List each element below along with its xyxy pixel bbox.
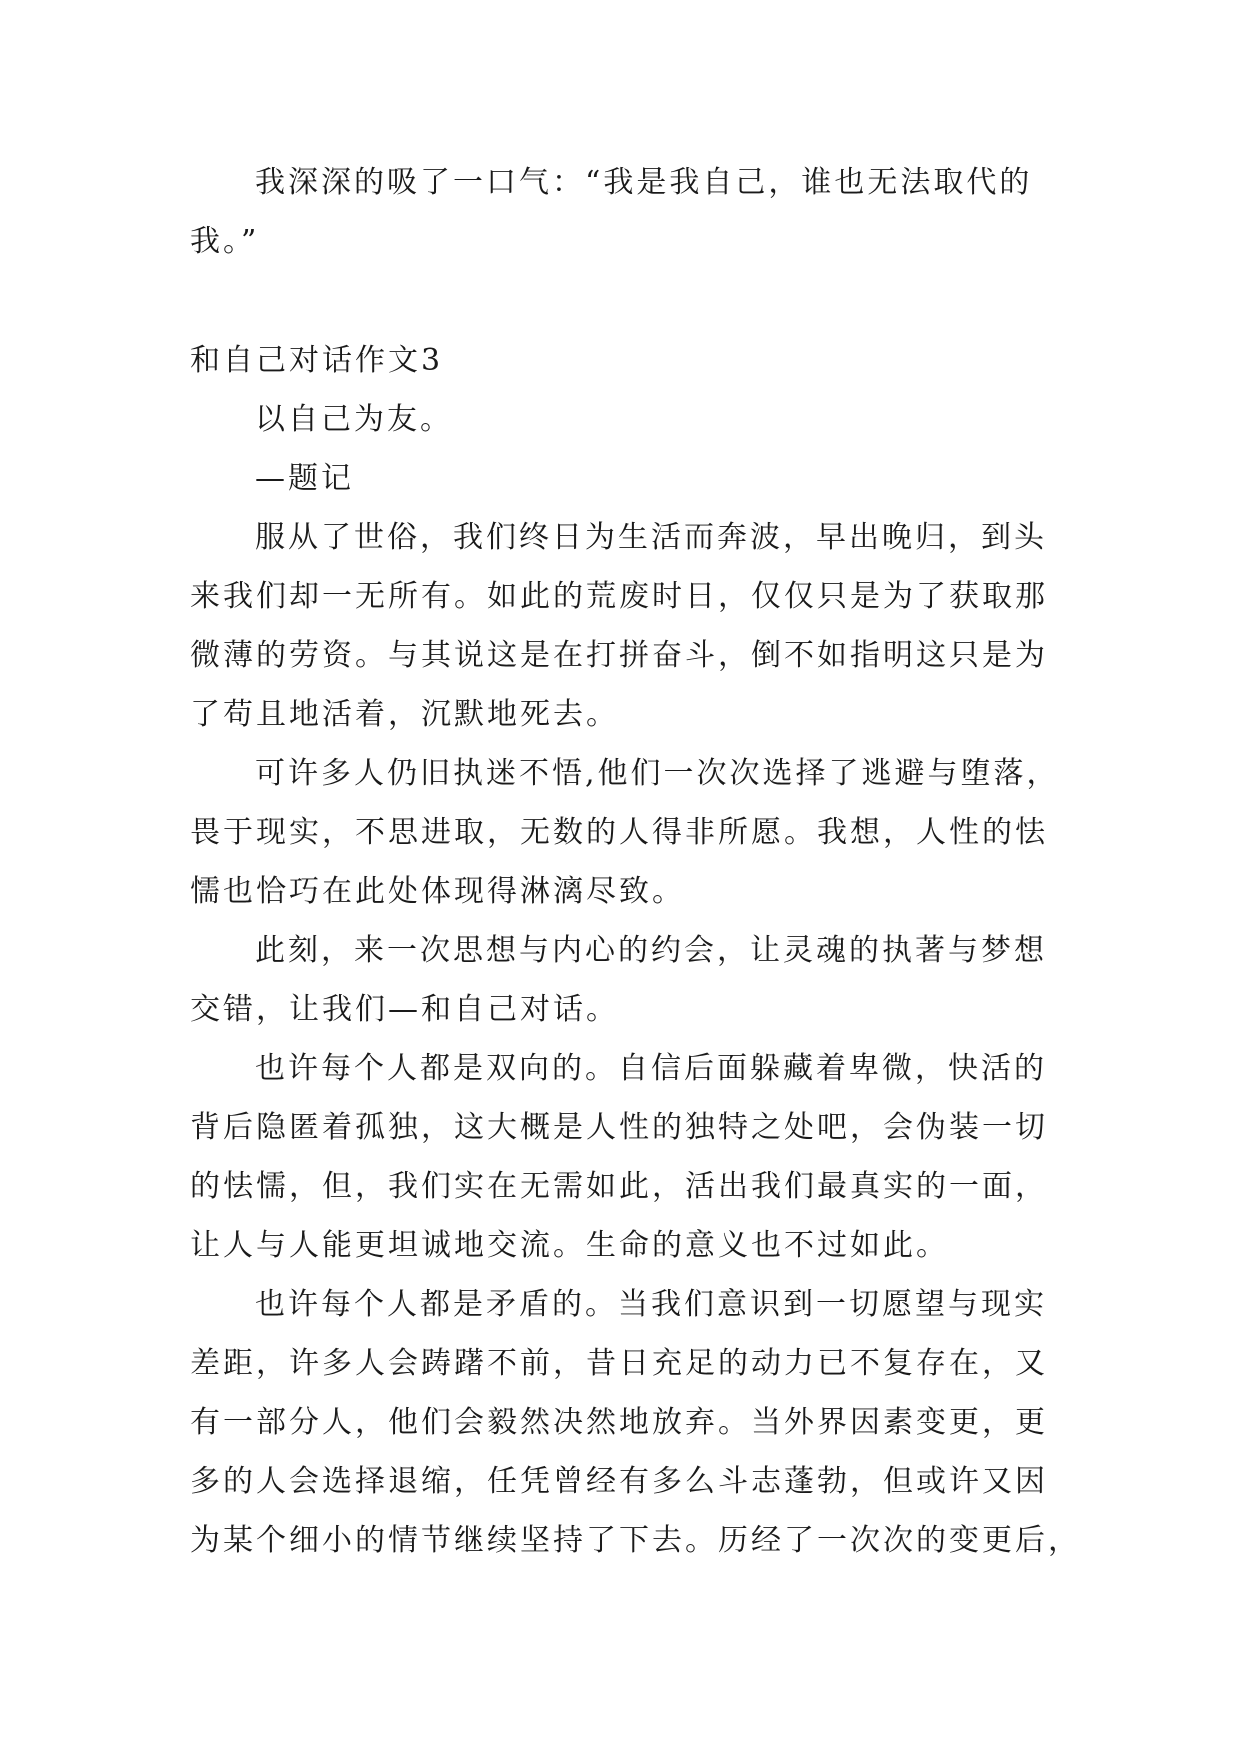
paragraph-line: 让人与人能更坦诚地交流。生命的意义也不过如此。 xyxy=(190,1228,949,1263)
paragraph-line: 为某个细小的情节继续坚持了下去。历经了一次次的变更后， xyxy=(190,1523,1081,1558)
paragraph-line: 的怯懦，但，我们实在无需如此，活出我们最真实的一面， xyxy=(190,1169,1048,1204)
paragraph-line: 可许多人仍旧执迷不悟,他们一次次选择了逃避与堕落， xyxy=(255,756,1060,791)
epigraph-attribution: —题记 xyxy=(255,461,354,496)
paragraph-line: 交错，让我们—和自己对话。 xyxy=(190,992,619,1027)
paragraph-line: 以自己为友。 xyxy=(255,402,453,437)
paragraph-line: 多的人会选择退缩，任凭曾经有多么斗志蓬勃，但或许又因 xyxy=(190,1464,1048,1499)
paragraph-line: 我。” xyxy=(190,224,260,259)
paragraph-line: 服从了世俗，我们终日为生活而奔波，早出晚归，到头 xyxy=(255,520,1047,555)
paragraph-line: 了苟且地活着，沉默地死去。 xyxy=(190,697,619,732)
paragraph-line: 也许每个人都是矛盾的。当我们意识到一切愿望与现实 xyxy=(255,1287,1047,1322)
paragraph-line: 差距，许多人会踌躇不前，昔日充足的动力已不复存在，又 xyxy=(190,1346,1048,1381)
paragraph-line: 此刻，来一次思想与内心的约会，让灵魂的执著与梦想 xyxy=(255,933,1047,968)
paragraph-line: 懦也恰巧在此处体现得淋漓尽致。 xyxy=(190,874,685,909)
section-heading: 和自己对话作文3 xyxy=(190,343,444,378)
paragraph-line: 我深深的吸了一口气：“我是我自己，谁也无法取代的 xyxy=(255,165,1033,200)
paragraph-line: 有一部分人，他们会毅然决然地放弃。当外界因素变更，更 xyxy=(190,1405,1048,1440)
paragraph-line: 畏于现实，不思进取，无数的人得非所愿。我想，人性的怯 xyxy=(190,815,1048,850)
paragraph-line: 来我们却一无所有。如此的荒废时日，仅仅只是为了获取那 xyxy=(190,579,1048,614)
paragraph-line: 微薄的劳资。与其说这是在打拼奋斗，倒不如指明这只是为 xyxy=(190,638,1048,673)
paragraph-line: 背后隐匿着孤独，这大概是人性的独特之处吧，会伪装一切 xyxy=(190,1110,1048,1145)
paragraph-line: 也许每个人都是双向的。自信后面躲藏着卑微，快活的 xyxy=(255,1051,1047,1086)
